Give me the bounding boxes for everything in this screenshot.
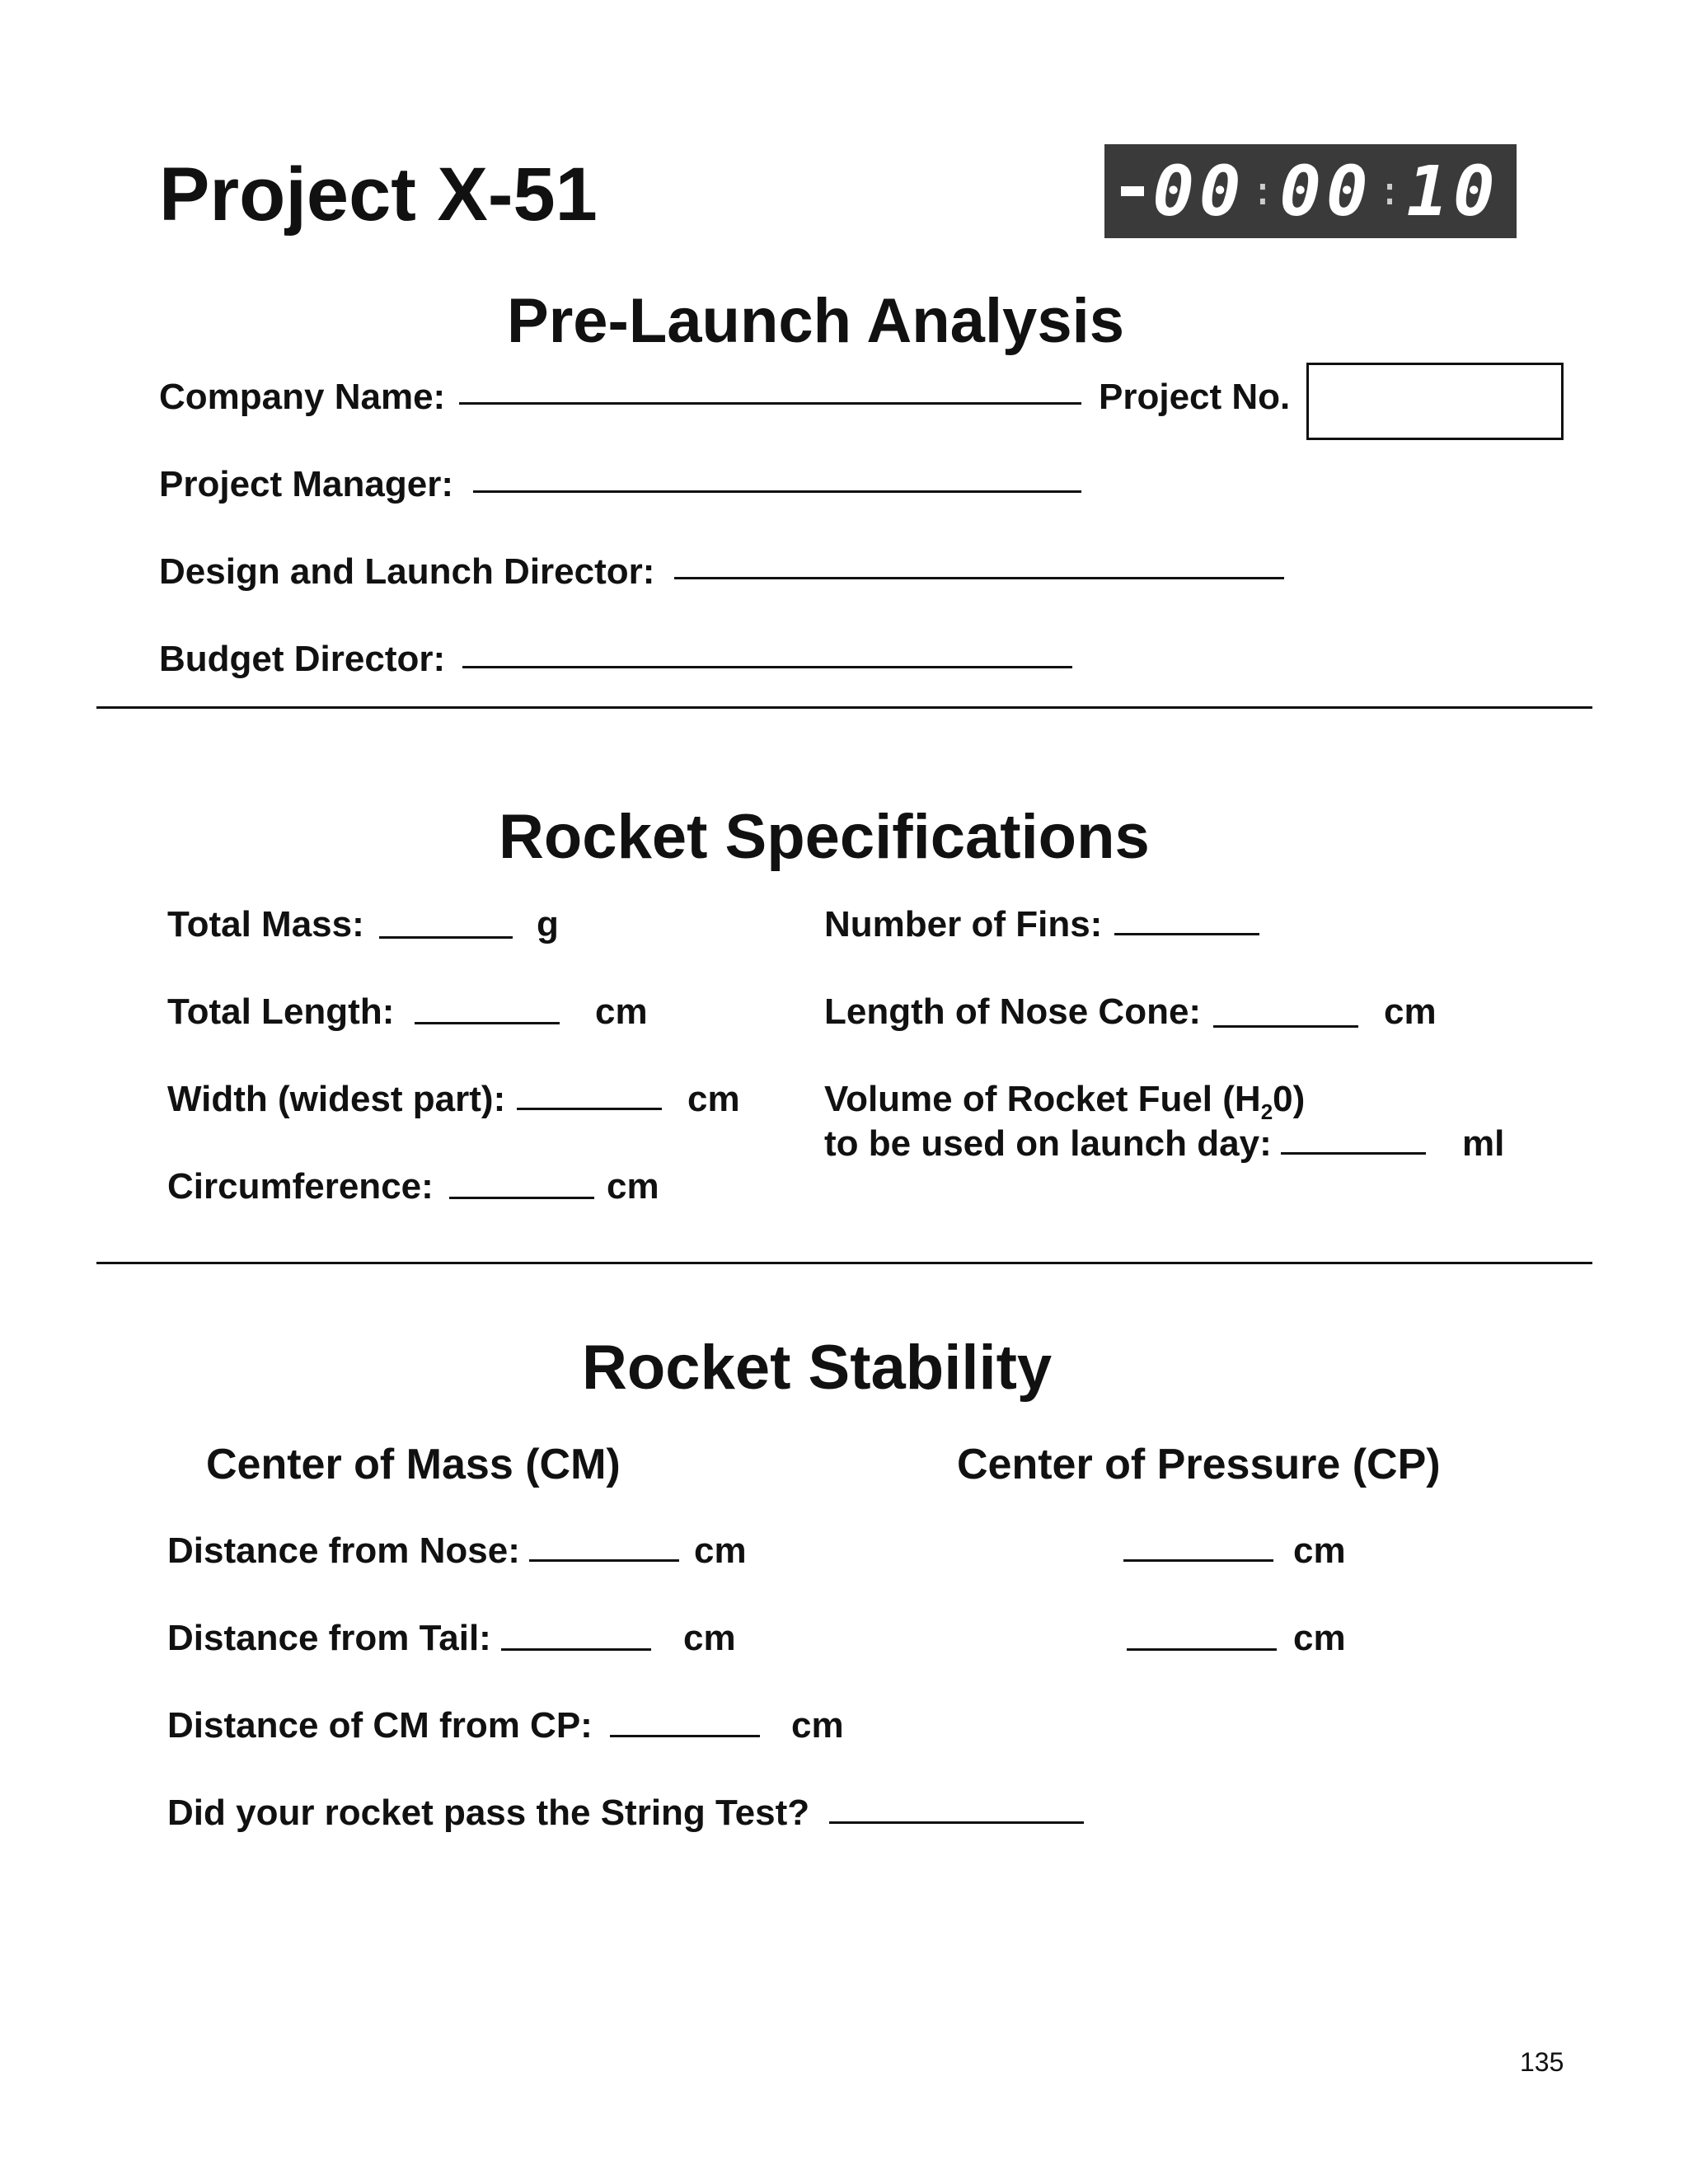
company-name-field[interactable] <box>459 402 1081 405</box>
countdown-separator: : <box>1377 168 1402 214</box>
fuel-volume-unit: ml <box>1462 1123 1505 1164</box>
nose-cone-field[interactable] <box>1213 1025 1358 1028</box>
nose-cone-unit: cm <box>1384 991 1437 1032</box>
project-no-label: Project No. <box>1099 377 1291 417</box>
countdown-minutes: 00 <box>1279 151 1373 232</box>
nose-cone-label: Length of Nose Cone: <box>824 991 1202 1032</box>
cp-distance-from-nose-field[interactable] <box>1123 1559 1273 1562</box>
project-no-field[interactable] <box>1306 363 1564 440</box>
fuel-subscript: 2 <box>1260 1099 1273 1124</box>
countdown-hours: 00 <box>1152 151 1246 232</box>
design-director-field[interactable] <box>674 577 1284 579</box>
string-test-label: Did your rocket pass the String Test? <box>167 1793 810 1833</box>
circumference-unit: cm <box>607 1166 659 1207</box>
section-divider <box>96 1262 1592 1264</box>
total-mass-unit: g <box>537 904 559 944</box>
countdown-sign <box>1121 186 1144 196</box>
total-mass-label: Total Mass: <box>167 904 364 944</box>
cp-distance-from-tail-field[interactable] <box>1127 1648 1277 1651</box>
specs-title: Rocket Specifications <box>499 802 1150 872</box>
cm-distance-from-nose-field[interactable] <box>529 1559 679 1562</box>
countdown-separator: : <box>1250 168 1275 214</box>
total-length-unit: cm <box>595 991 648 1032</box>
distance-from-tail-label: Distance from Tail: <box>167 1618 491 1658</box>
width-label: Width (widest part): <box>167 1079 506 1119</box>
cp-distance-from-nose-unit: cm <box>1293 1530 1346 1571</box>
cm-from-cp-field[interactable] <box>610 1735 760 1737</box>
company-name-label: Company Name: <box>159 377 446 417</box>
countdown-seconds: 10 <box>1406 151 1500 232</box>
project-manager-field[interactable] <box>473 490 1081 493</box>
cm-from-cp-unit: cm <box>791 1705 844 1746</box>
cm-distance-from-nose-unit: cm <box>694 1530 747 1571</box>
budget-director-label: Budget Director: <box>159 639 446 679</box>
width-field[interactable] <box>517 1108 662 1110</box>
cm-distance-from-tail-field[interactable] <box>501 1648 651 1651</box>
fuel-volume-label: Volume of Rocket Fuel $(H_20)$ <box>824 1079 1306 1124</box>
project-manager-label: Project Manager: <box>159 464 453 504</box>
budget-director-field[interactable] <box>462 666 1072 668</box>
width-unit: cm <box>687 1079 740 1119</box>
design-director-label: Design and Launch Director: <box>159 551 655 592</box>
number-of-fins-label: Number of Fins: <box>824 904 1103 944</box>
distance-from-nose-label: Distance from Nose: <box>167 1530 520 1571</box>
section-divider <box>96 706 1592 709</box>
document-title: Project X-51 <box>159 152 598 237</box>
cm-from-cp-label: Distance of CM from CP: <box>167 1705 593 1746</box>
cp-distance-from-tail-unit: cm <box>1293 1618 1346 1658</box>
cm-distance-from-tail-unit: cm <box>683 1618 736 1658</box>
fuel-volume-field[interactable] <box>1281 1152 1426 1155</box>
circumference-label: Circumference: <box>167 1166 434 1207</box>
total-length-field[interactable] <box>415 1022 560 1024</box>
page-number: 135 <box>1520 2047 1564 2077</box>
total-mass-field[interactable] <box>379 936 513 939</box>
center-of-pressure-heading: Center of Pressure (CP) <box>957 1441 1441 1488</box>
circumference-field[interactable] <box>449 1197 594 1199</box>
fuel-volume-label-line2: to be used on launch day: <box>824 1123 1272 1164</box>
center-of-mass-heading: Center of Mass (CM) <box>206 1441 621 1488</box>
string-test-field[interactable] <box>829 1821 1084 1824</box>
pre-launch-title: Pre-Launch Analysis <box>507 286 1124 356</box>
number-of-fins-field[interactable] <box>1114 933 1259 935</box>
total-length-label: Total Length: <box>167 991 395 1032</box>
stability-title: Rocket Stability <box>582 1333 1053 1403</box>
countdown-display <box>1104 144 1517 238</box>
